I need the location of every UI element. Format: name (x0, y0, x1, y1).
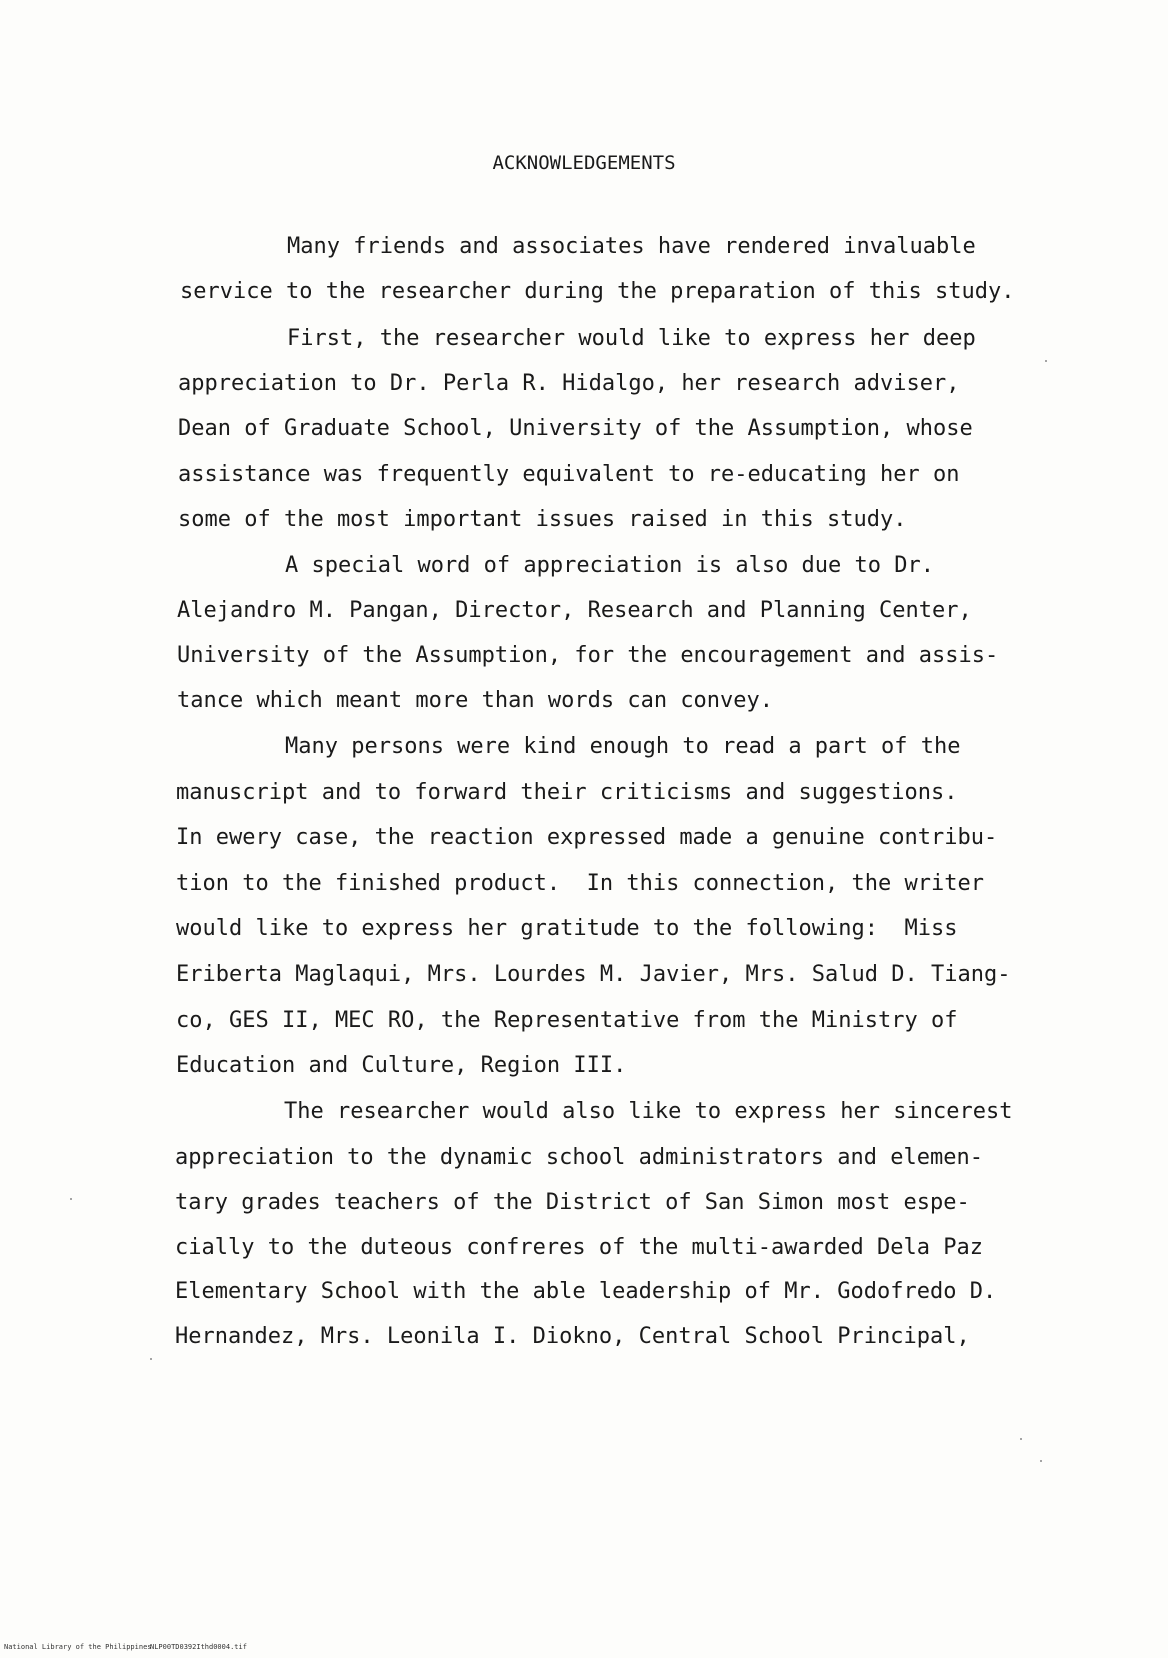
text-line-23: cially to the duteous confreres of the multi-awarded Dela Paz (175, 1235, 983, 1260)
scan-speck (1020, 1438, 1022, 1440)
text-line-6: assistance was frequently equivalent to re-educating her on (178, 462, 960, 487)
text-line-20: The researcher would also like to express her sincerest (284, 1099, 1013, 1124)
scan-speck (70, 1198, 72, 1200)
scan-speck (150, 1358, 152, 1360)
text-line-14: In ewery case, the reaction expressed made a genuine contribu- (176, 825, 998, 850)
text-line-18: co, GES II, MEC RO, the Representative from the Ministry of (176, 1008, 958, 1033)
text-line-17: Eriberta Maglaqui, Mrs. Lourdes M. Javier, Mrs. Salud D. Tiang- (176, 962, 1011, 987)
scan-speck (1045, 360, 1047, 362)
text-line-11: tance which meant more than words can convey. (177, 688, 774, 713)
text-line-22: tary grades teachers of the District of San Simon most espe- (175, 1190, 970, 1215)
text-line-8: A special word of appreciation is also due to Dr. (285, 553, 935, 578)
text-line-19: Education and Culture, Region III. (176, 1053, 627, 1078)
text-line-3: First, the researcher would like to express her deep (287, 326, 976, 351)
text-line-4: appreciation to Dr. Perla R. Hidalgo, her research adviser, (178, 371, 960, 396)
page-title: ACKNOWLEDGEMENTS (492, 152, 676, 174)
text-line-1: Many friends and associates have rendered invaluable (287, 234, 976, 259)
scan-footer (0, 1643, 247, 1675)
text-line-24: Elementary School with the able leadership of Mr. Godofredo D. (175, 1279, 997, 1304)
text-line-21: appreciation to the dynamic school administrators and elemen- (175, 1145, 983, 1170)
footer-file-label: NLP00TD0392Ithd0004.tif (150, 1643, 247, 1651)
text-line-13: manuscript and to forward their criticisms and suggestions. (176, 780, 958, 805)
text-line-12: Many persons were kind enough to read a part of the (285, 734, 961, 759)
scan-speck (1040, 1460, 1042, 1462)
text-line-16: would like to express her gratitude to the following: Miss (176, 916, 958, 941)
text-line-2: service to the researcher during the preparation of this study. (180, 279, 1015, 304)
text-line-25: Hernandez, Mrs. Leonila I. Diokno, Central School Principal, (175, 1324, 970, 1349)
text-line-7: some of the most important issues raised in this study. (178, 507, 907, 532)
text-line-15: tion to the finished product. In this connection, the writer (176, 871, 984, 896)
text-line-10: University of the Assumption, for the encouragement and assis- (177, 643, 999, 668)
text-line-5: Dean of Graduate School, University of the Assumption, whose (178, 416, 973, 441)
text-line-9: Alejandro M. Pangan, Director, Research and Planning Center, (177, 598, 972, 623)
footer-library-label: National Library of the Philippines (4, 1643, 152, 1651)
